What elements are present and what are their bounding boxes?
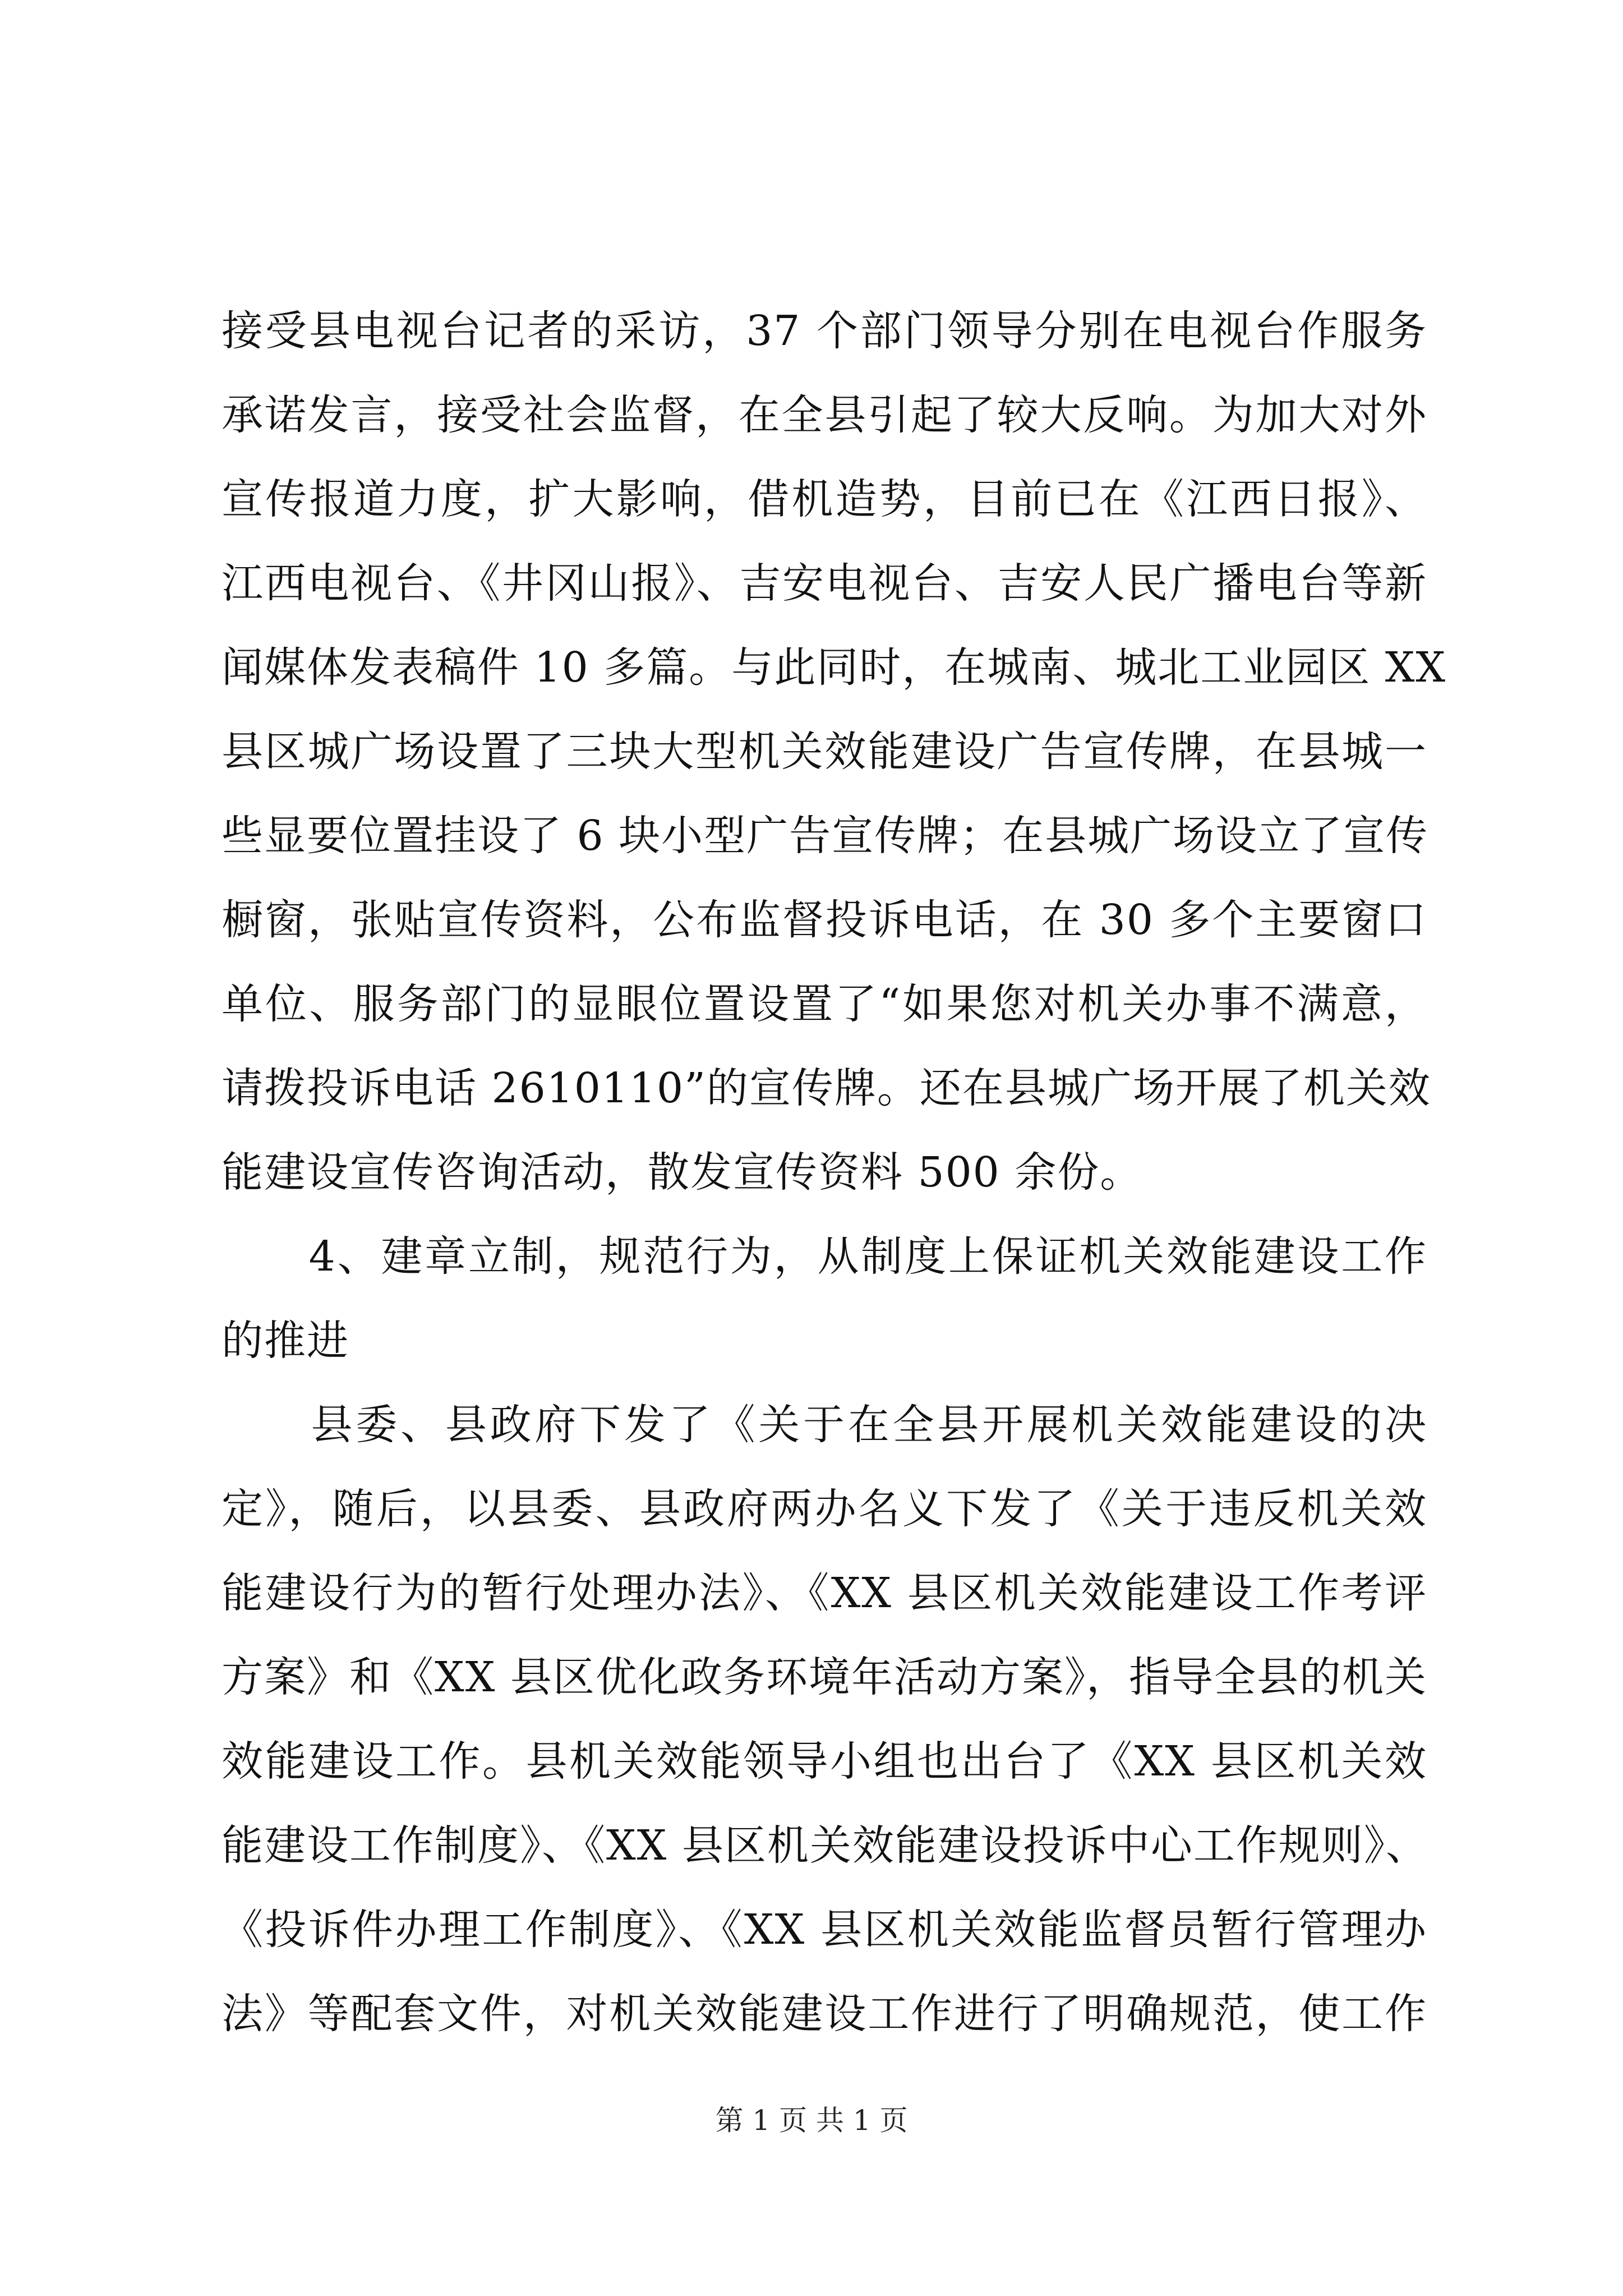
text-line: 能建设工作制度》、《XX 县区机关效能建设投诉中心工作规则》、 — [222, 1821, 1428, 1870]
text-line: 承诺发言，接受社会监督，在全县引起了较大反响。为加大对外 — [222, 391, 1427, 439]
section-heading-line: 4、建章立制，规范行为，从制度上保证机关效能建设工作 — [222, 1232, 1427, 1281]
text-line: 《投诉件办理工作制度》、《XX 县区机关效能监督员暂行管理办 — [222, 1906, 1427, 1954]
text-line: 县区城广场设置了三块大型机关效能建设广告宣传牌，在县城一 — [222, 728, 1427, 776]
text-line: 宣传报道力度，扩大影响，借机造势，目前已在《江西日报》、 — [222, 475, 1427, 523]
text-line: 江西电视台、《井冈山报》、吉安电视台、吉安人民广播电台等新 — [222, 559, 1427, 608]
text-line: 定》，随后，以县委、县政府两办名义下发了《关于违反机关效 — [222, 1485, 1427, 1533]
text-line: 能建设宣传咨询活动，散发宣传资料 500 余份。 — [222, 1148, 1143, 1197]
text-line: 单位、服务部门的显眼位置设置了“如果您对机关办事不满意， — [222, 980, 1427, 1028]
text-line: 橱窗，张贴宣传资料，公布监督投诉电话，在 30 多个主要窗口 — [222, 896, 1427, 944]
text-line: 法》等配套文件，对机关效能建设工作进行了明确规范，使工作 — [222, 1990, 1427, 2038]
text-line: 能建设行为的暂行处理办法》、《XX 县区机关效能建设工作考评 — [222, 1569, 1427, 1617]
text-line: 接受县电视台记者的采访，37 个部门领导分别在电视台作服务 — [222, 307, 1427, 355]
text-line: 闻媒体发表稿件 10 多篇。与此同时，在城南、城北工业园区 XX — [222, 643, 1447, 692]
page-footer: 第 1 页 共 1 页 — [715, 2104, 908, 2137]
text-line: 县委、县政府下发了《关于在全县开展机关效能建设的决 — [222, 1401, 1427, 1449]
body-text — [222, 289, 1447, 2056]
text-line: 请拨投诉电话 2610110”的宣传牌。还在县城广场开展了机关效 — [222, 1064, 1431, 1112]
text-line: 方案》和《XX 县区优化政务环境年活动方案》，指导全县的机关 — [222, 1653, 1427, 1701]
section-heading-line: 的推进 — [222, 1317, 349, 1365]
text-line: 效能建设工作。县机关效能领导小组也出台了《XX 县区机关效 — [222, 1737, 1427, 1786]
text-line: 些显要位置挂设了 6 块小型广告宣传牌；在县城广场设立了宣传 — [222, 812, 1429, 860]
